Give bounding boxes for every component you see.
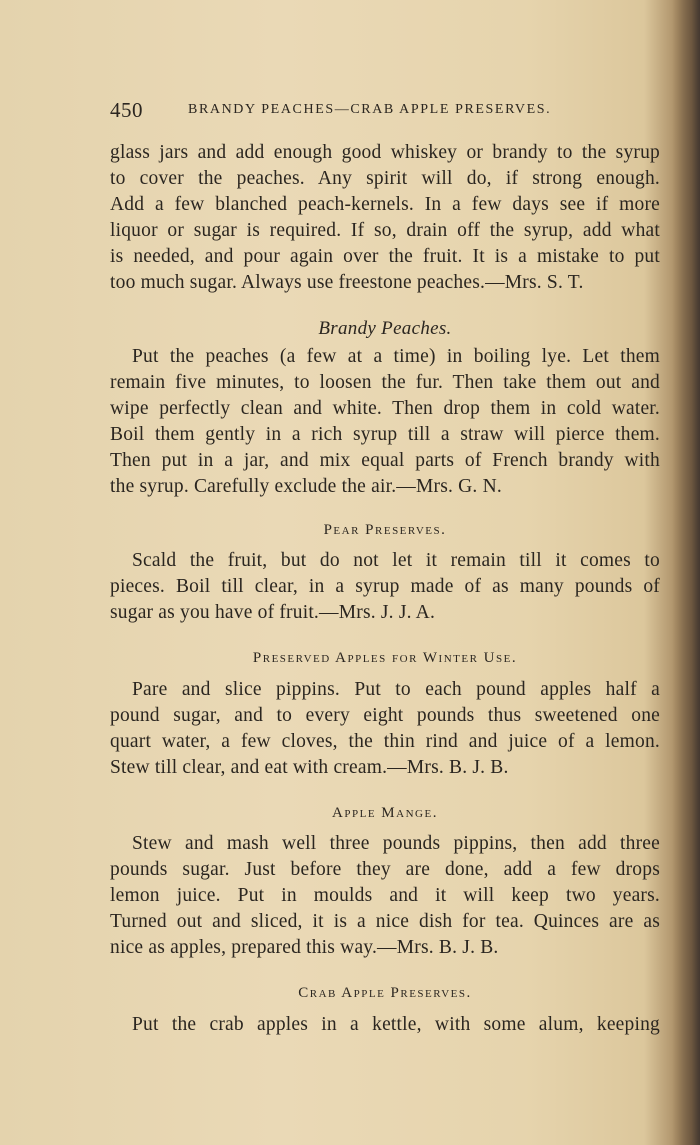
page-edge-shadow <box>672 0 700 1145</box>
section-heading-preserved-apples: Preserved Apples for Winter Use. <box>252 650 518 666</box>
text-line: Add a few blanched peach-kernels. In a few days see if more <box>110 194 660 215</box>
page-number: 450 <box>110 98 143 122</box>
text-line: Pare and slice pippins. Put to each pound apples half a <box>132 679 660 700</box>
text-line: liquor or sugar is required. If so, drain off the syrup, add what <box>110 220 660 241</box>
section-heading-apple-mange: Apple Mange. <box>332 805 438 821</box>
section-heading-pear-preserves: Pear Preserves. <box>323 522 447 538</box>
intro-paragraph <box>110 140 660 296</box>
text-line: too much sugar. Always use freestone peaches.—Mrs. S. T. <box>110 272 584 293</box>
section-heading-crab-apple-preserves: Crab Apple Preserves. <box>298 985 472 1001</box>
text-line: pound sugar, and to every eight pounds thus sweetened one <box>110 705 660 726</box>
text-line: nice as apples, prepared this way.—Mrs. B. J. B. <box>110 937 499 958</box>
text-line: Stew and mash well three pounds pippins, then add three <box>132 833 660 854</box>
text-line: quart water, a few cloves, the thin rind and juice of a lemon. <box>110 731 660 752</box>
text-line: Turned out and sliced, it is a nice dish for tea. Quinces are as <box>110 911 660 932</box>
text-line: Put the peaches (a few at a time) in boiling lye. Let them <box>132 346 660 367</box>
running-head: BRANDY PEACHES—CRAB APPLE PRESERVES. <box>188 102 552 117</box>
text-line: Then put in a jar, and mix equal parts of French brandy with <box>110 450 660 471</box>
pear-preserves-paragraph <box>110 548 660 626</box>
text-line: wipe perfectly clean and white. Then drop them in cold water. <box>110 398 660 419</box>
text-line: remain five minutes, to loosen the fur. Then take them out and <box>110 372 660 393</box>
preserved-apples-paragraph <box>110 677 660 781</box>
section-heading-brandy-peaches: Brandy Peaches. <box>318 318 452 339</box>
text-line: Put the crab apples in a kettle, with some alum, keeping <box>132 1014 660 1035</box>
text-line: to cover the peaches. Any spirit will do, if strong enough. <box>110 168 660 189</box>
text-line: lemon juice. Put in moulds and it will keep two years. <box>110 885 660 906</box>
text-line: glass jars and add enough good whiskey or brandy to the syrup <box>110 142 660 163</box>
page-header <box>110 98 670 128</box>
text-line: pounds sugar. Just before they are done, add a few drops <box>110 859 660 880</box>
text-line: the syrup. Carefully exclude the air.—Mrs. G. N. <box>110 476 502 497</box>
apple-mange-paragraph <box>110 831 660 961</box>
text-line: pieces. Boil till clear, in a syrup made of as many pounds of <box>110 576 660 597</box>
text-line: Stew till clear, and eat with cream.—Mrs. B. J. B. <box>110 757 509 778</box>
text-line: is needed, and pour again over the fruit. It is a mistake to put <box>110 246 660 267</box>
text-line: Boil them gently in a rich syrup till a straw will pierce them. <box>110 424 660 445</box>
text-line: Scald the fruit, but do not let it remain till it comes to <box>132 550 660 571</box>
brandy-peaches-paragraph <box>110 344 660 500</box>
text-line: sugar as you have of fruit.—Mrs. J. J. A. <box>110 602 436 623</box>
crab-apple-paragraph <box>110 1012 660 1038</box>
